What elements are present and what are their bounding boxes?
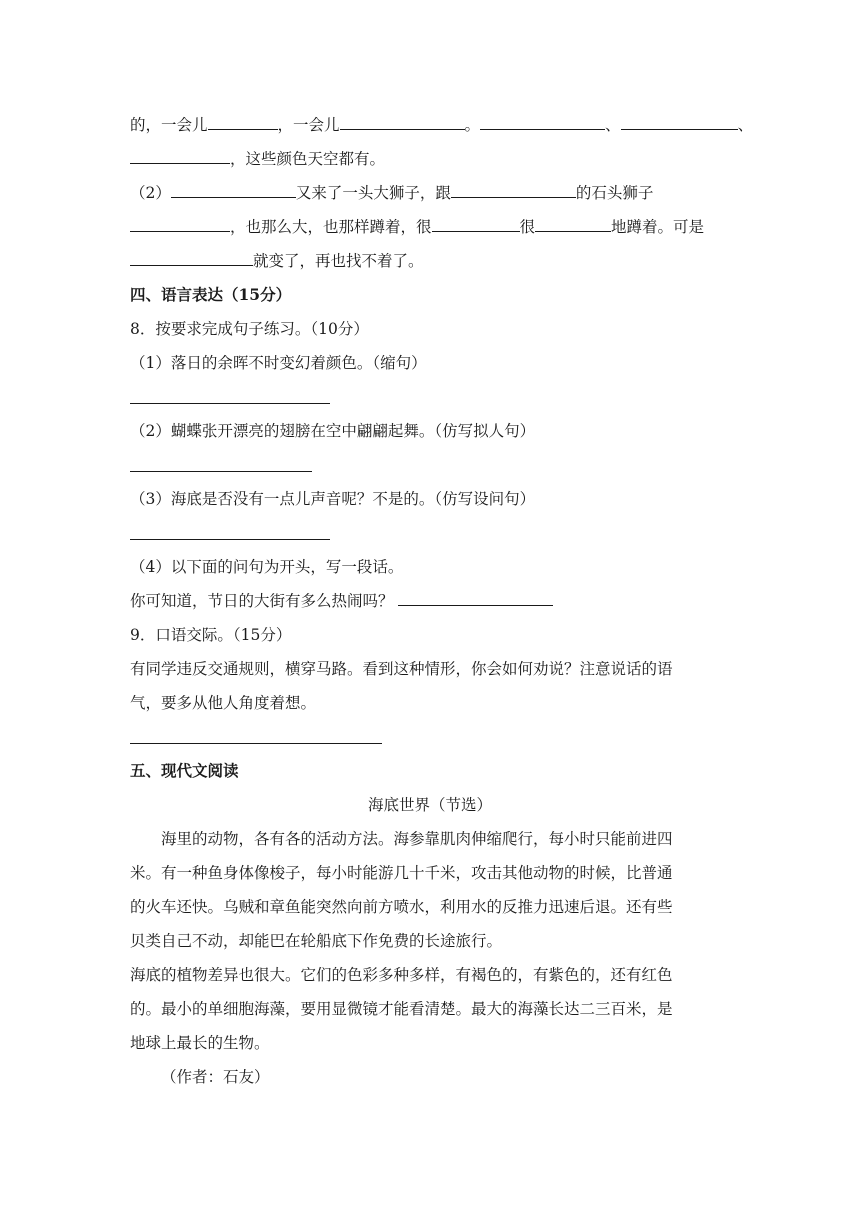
- fill-text: 地蹲着。可是: [611, 218, 705, 236]
- passage-line: 米。有一种鱼身体像梭子，每小时能游几十千米，攻击其他动物的时候，比普通: [130, 864, 673, 882]
- passage-line: 海里的动物，各有各的活动方法。海参靠肌肉伸缩爬行，每小时只能前进四: [161, 830, 673, 848]
- fill-line-4: [130, 210, 730, 244]
- section-heading: 五、现代文阅读: [130, 761, 239, 780]
- blank[interactable]: [130, 143, 230, 164]
- question-item: （2）蝴蝶张开漂亮的翅膀在空中翩翩起舞。（仿写拟人句）: [130, 422, 536, 440]
- passage-line: 地球上最长的生物。: [130, 1034, 270, 1052]
- passage-line: 的火车还快。乌贼和章鱼能突然向前方喷水，利用水的反推力迅速后退。还有些: [130, 898, 673, 916]
- passage-author: （作者：石友）: [161, 1068, 270, 1086]
- fill-text: ，一会儿: [277, 116, 340, 134]
- blank[interactable]: [451, 177, 576, 198]
- blank[interactable]: [130, 211, 230, 232]
- fill-line-3: [130, 176, 730, 210]
- fill-text: （2）: [130, 184, 171, 202]
- question-title: [130, 312, 730, 346]
- question-item: （1）落日的余晖不时变幻着颜色。（缩句）: [130, 354, 427, 372]
- blank[interactable]: [621, 109, 738, 130]
- question-text: 有同学违反交通规则，横穿马路。看到这种情形，你会如何劝说？注意说话的语: [130, 660, 673, 678]
- question-text: 气，要多从他人角度着想。: [130, 694, 317, 712]
- answer-area[interactable]: [130, 448, 730, 482]
- fill-line-2: [130, 142, 730, 176]
- blank[interactable]: [208, 109, 278, 130]
- answer-line[interactable]: [130, 402, 330, 404]
- fill-line-1: [130, 108, 754, 142]
- exam-page: [130, 108, 754, 1094]
- fill-text: 的，一会儿: [130, 116, 208, 134]
- question-prompt: 你可知道，节日的大街有多么热闹吗？: [130, 592, 394, 610]
- question-prompt-line: [130, 584, 730, 618]
- question-9-title: 9．口语交际。（15分）: [130, 626, 292, 644]
- question-item: （3）海底是否没有一点儿声音呢？不是的。（仿写设问句）: [130, 490, 536, 508]
- section-heading: 四、语言表达（15分）: [130, 285, 292, 304]
- fill-text: 又来了一头大狮子，跟: [295, 184, 451, 202]
- passage-line: 海底的植物差异也很大。它们的色彩多种多样，有褐色的，有紫色的，还有红色: [130, 966, 673, 984]
- question-item: （4）以下面的问句为开头，写一段话。: [130, 558, 404, 576]
- fill-text: ，也那么大，也那样蹲着，很: [230, 218, 432, 236]
- answer-area[interactable]: [130, 516, 730, 550]
- blank[interactable]: [480, 109, 605, 130]
- fill-line-5: [130, 244, 730, 278]
- fill-text: ，这些颜色天空都有。: [230, 150, 386, 168]
- fill-text: 很: [519, 218, 536, 236]
- fill-text: 。: [464, 116, 481, 134]
- answer-line[interactable]: [130, 742, 382, 744]
- fill-text: 的石头狮子: [575, 184, 654, 202]
- blank[interactable]: [340, 109, 465, 130]
- answer-area[interactable]: [130, 720, 730, 754]
- blank[interactable]: [130, 245, 253, 266]
- answer-area[interactable]: [130, 380, 730, 414]
- answer-line[interactable]: [130, 470, 312, 472]
- passage-title: 海底世界（节选）: [367, 796, 492, 814]
- question-title: [130, 618, 730, 652]
- blank[interactable]: [535, 211, 611, 232]
- fill-text: 、: [737, 116, 754, 134]
- blank[interactable]: [171, 177, 296, 198]
- fill-text: 、: [605, 116, 621, 134]
- question-8-title: 8．按要求完成句子练习。（10分）: [130, 320, 369, 338]
- passage-line: 的。最小的单细胞海藻，要用显微镜才能看清楚。最大的海藻长达二三百米，是: [130, 1000, 673, 1018]
- answer-blank[interactable]: [398, 585, 553, 606]
- fill-text: 就变了，再也找不着了。: [253, 252, 424, 270]
- blank[interactable]: [432, 211, 520, 232]
- answer-line[interactable]: [130, 538, 330, 540]
- passage-line: 贝类自己不动，却能巴在轮船底下作免费的长途旅行。: [130, 932, 503, 950]
